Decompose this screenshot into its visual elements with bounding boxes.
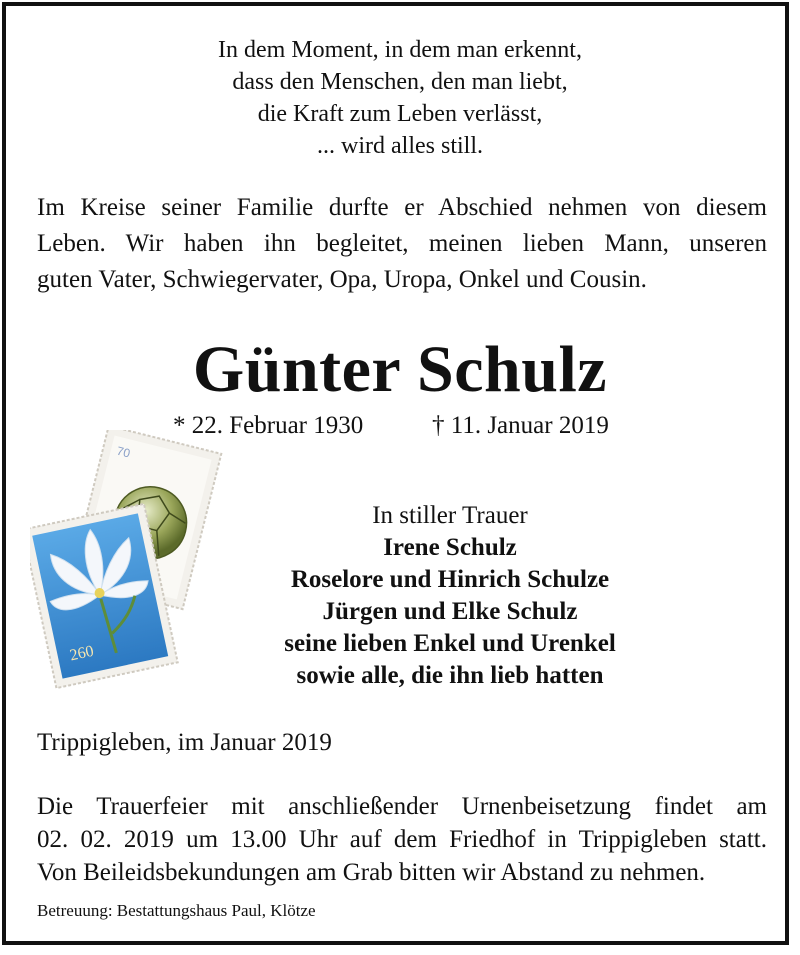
funeral-line: Die Trauerfeier mit anschließender Urnenbeisetzung findet am — [37, 793, 767, 820]
intro-line: Leben. Wir haben ihn begleitet, meinen lieben Mann, unseren — [37, 230, 767, 257]
mourner-name: Irene Schulz — [383, 534, 517, 561]
stamp-value-bottom: 260 — [68, 642, 96, 665]
mourner-name: Roselore und Hinrich Schulze — [290, 566, 610, 593]
death-date: † 11. Januar 2019 — [432, 412, 609, 439]
stamp-value-top: 70 — [115, 443, 132, 461]
intro-line: Im Kreise seiner Familie durfte er Abschied nehmen von diesem — [37, 194, 767, 221]
poem-line: In dem Moment, in dem man erkennt, — [218, 37, 582, 63]
mourner-name: seine lieben Enkel und Urenkel — [284, 630, 616, 657]
poem-line: dass den Menschen, den man liebt, — [232, 69, 568, 95]
funeral-notice — [37, 790, 767, 889]
mourner-name: sowie alle, die ihn lieb hatten — [296, 662, 604, 689]
poem-line: ... wird alles still. — [317, 133, 483, 159]
intro-paragraph — [37, 190, 767, 298]
mourner-name: Jürgen und Elke Schulz — [322, 598, 578, 625]
postage-stamps-illustration — [30, 430, 260, 700]
poem — [0, 34, 800, 162]
mourners-intro: In stiller Trauer — [372, 502, 528, 529]
intro-line: guten Vater, Schwiegervater, Opa, Uropa, Onkel und Cousin. — [37, 266, 647, 293]
poem-line: die Kraft zum Leben verlässt, — [257, 101, 543, 127]
deceased-name: Günter Schulz — [192, 333, 608, 406]
birth-date: * 22. Februar 1930 — [173, 412, 364, 439]
funeral-line: Von Beileidsbekundungen am Grab bitten wir Abstand zu nehmen. — [37, 859, 706, 886]
funeral-line: 02. 02. 2019 um 13.00 Uhr auf dem Friedhof in Trippigleben statt. — [37, 826, 767, 853]
place-date: Trippigleben, im Januar 2019 — [37, 729, 332, 756]
funeral-home-credit: Betreuung: Bestattungshaus Paul, Klötze — [37, 901, 316, 920]
mourners-block — [270, 500, 630, 692]
